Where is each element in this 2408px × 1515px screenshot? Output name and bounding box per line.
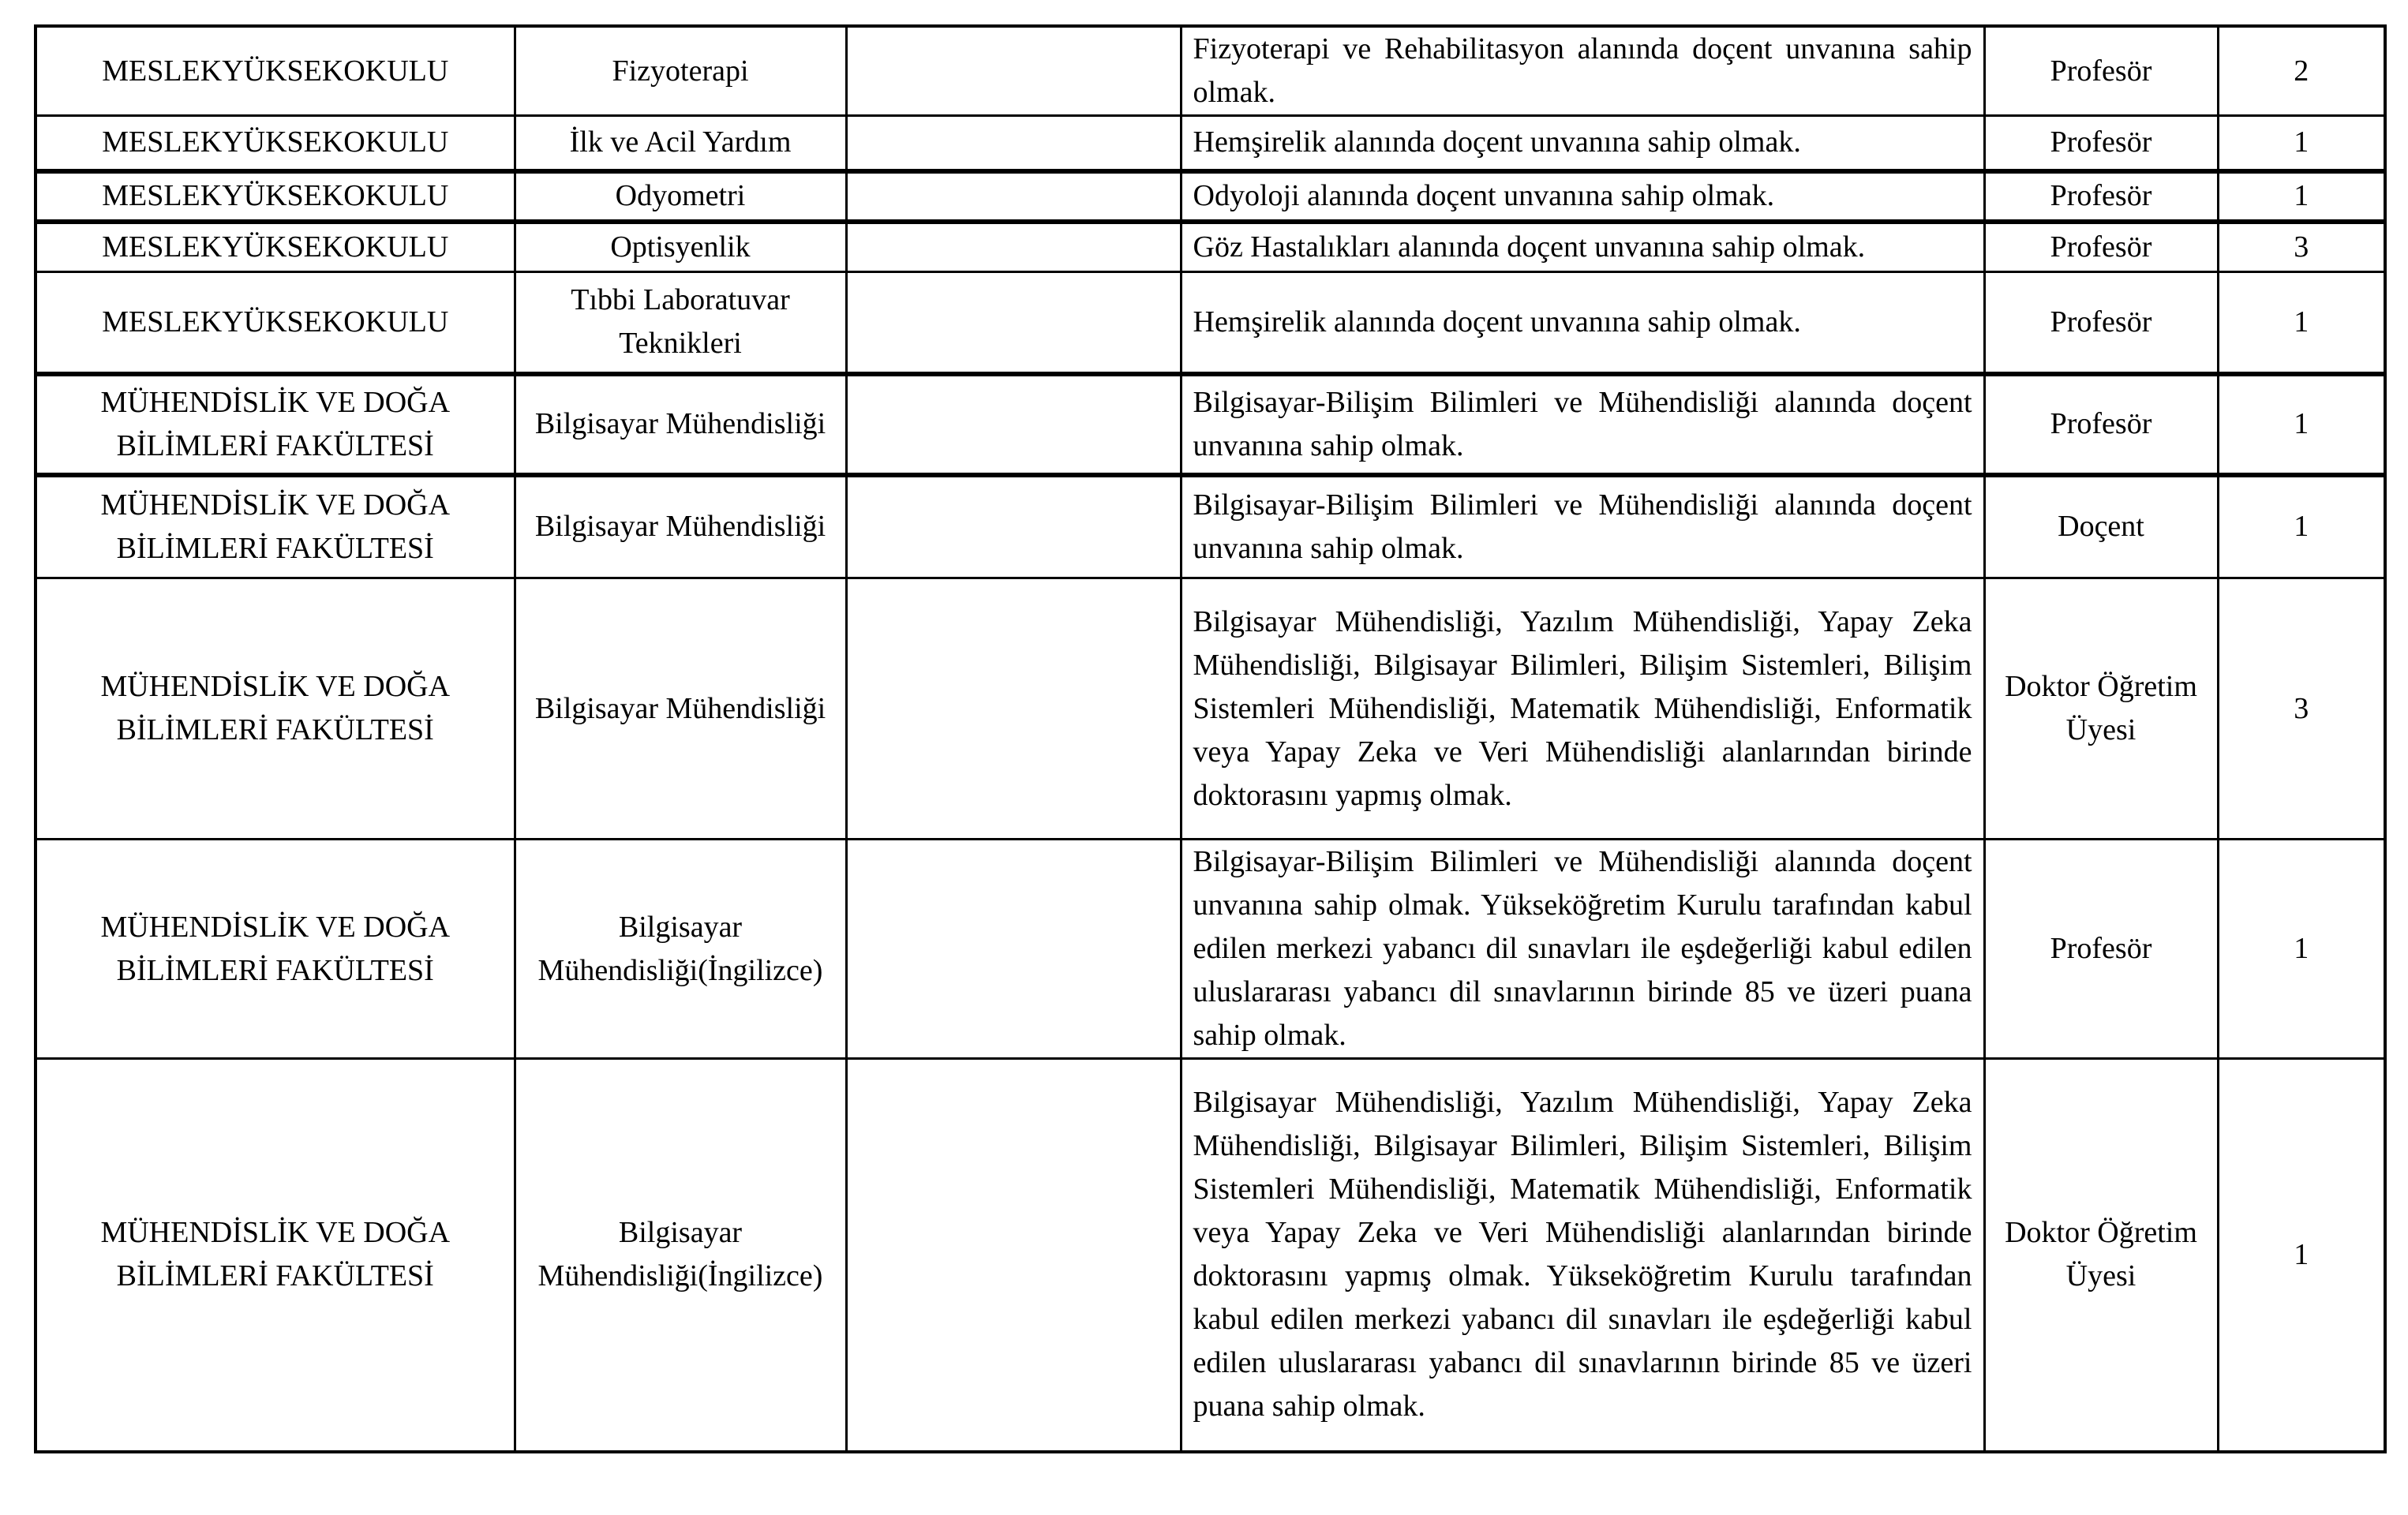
blank-cell bbox=[846, 578, 1181, 840]
blank-cell bbox=[846, 840, 1181, 1059]
title-cell: Profesör bbox=[1984, 222, 2218, 272]
unit-cell: MÜHENDİSLİK VE DOĞA BİLİMLERİ FAKÜLTESİ bbox=[36, 1059, 515, 1452]
count-cell: 1 bbox=[2218, 171, 2385, 222]
unit-cell: MÜHENDİSLİK VE DOĞA BİLİMLERİ FAKÜLTESİ bbox=[36, 578, 515, 840]
department-cell: Bilgisayar Mühendisliği(İngilizce) bbox=[515, 1059, 846, 1452]
title-cell: Doçent bbox=[1984, 475, 2218, 578]
department-cell: Bilgisayar Mühendisliği bbox=[515, 374, 846, 475]
table-row bbox=[36, 475, 2385, 578]
unit-cell: MESLEKYÜKSEKOKULU bbox=[36, 116, 515, 171]
count-cell: 1 bbox=[2218, 840, 2385, 1059]
unit-cell: MÜHENDİSLİK VE DOĞA BİLİMLERİ FAKÜLTESİ bbox=[36, 475, 515, 578]
table-row bbox=[36, 222, 2385, 272]
count-cell: 1 bbox=[2218, 116, 2385, 171]
unit-cell: MESLEKYÜKSEKOKULU bbox=[36, 272, 515, 374]
requirement-cell: Bilgisayar-Bilişim Bilimleri ve Mühendisliği alanında doçent unvanına sahip olmak. bbox=[1181, 374, 1984, 475]
requirement-cell: Göz Hastalıkları alanında doçent unvanına sahip olmak. bbox=[1181, 222, 1984, 272]
table-row bbox=[36, 26, 2385, 116]
requirement-cell: Fizyoterapi ve Rehabilitasyon alanında doçent unvanına sahip olmak. bbox=[1181, 26, 1984, 116]
blank-cell bbox=[846, 272, 1181, 374]
unit-cell: MÜHENDİSLİK VE DOĞA BİLİMLERİ FAKÜLTESİ bbox=[36, 840, 515, 1059]
requirement-cell: Hemşirelik alanında doçent unvanına sahip olmak. bbox=[1181, 116, 1984, 171]
requirement-cell: Bilgisayar Mühendisliği, Yazılım Mühendisliği, Yapay Zeka Mühendisliği, Bilgisayar Bilimleri, Bilişim Sistemleri, Bilişim Sistemleri Mühendisliği, Matematik Mühendisliği, Enformatik veya Yapay Zeka ve Veri Mühendisliği alanlarından birinde doktorasını yapmış olmak. Yükseköğretim Kurulu tarafından kabul edilen merkezi yabancı dil sınavları ile eşdeğerliği kabul edilen uluslararası yabancı dil sınavlarının birinde 85 ve üzeri puana sahip olmak. bbox=[1181, 1059, 1984, 1452]
requirement-cell: Odyoloji alanında doçent unvanına sahip olmak. bbox=[1181, 171, 1984, 222]
blank-cell bbox=[846, 475, 1181, 578]
department-cell: Bilgisayar Mühendisliği bbox=[515, 475, 846, 578]
requirement-cell: Bilgisayar-Bilişim Bilimleri ve Mühendisliği alanında doçent unvanına sahip olmak. bbox=[1181, 475, 1984, 578]
department-cell: Tıbbi Laboratuvar Teknikleri bbox=[515, 272, 846, 374]
blank-cell bbox=[846, 374, 1181, 475]
unit-cell: MESLEKYÜKSEKOKULU bbox=[36, 26, 515, 116]
title-cell: Profesör bbox=[1984, 272, 2218, 374]
table-row bbox=[36, 171, 2385, 222]
department-cell: Bilgisayar Mühendisliği bbox=[515, 578, 846, 840]
unit-cell: MÜHENDİSLİK VE DOĞA BİLİMLERİ FAKÜLTESİ bbox=[36, 374, 515, 475]
title-cell: Profesör bbox=[1984, 116, 2218, 171]
unit-cell: MESLEKYÜKSEKOKULU bbox=[36, 171, 515, 222]
count-cell: 3 bbox=[2218, 222, 2385, 272]
title-cell: Profesör bbox=[1984, 171, 2218, 222]
department-cell: Odyometri bbox=[515, 171, 846, 222]
table-row bbox=[36, 116, 2385, 171]
count-cell: 1 bbox=[2218, 1059, 2385, 1452]
blank-cell bbox=[846, 222, 1181, 272]
title-cell: Profesör bbox=[1984, 840, 2218, 1059]
blank-cell bbox=[846, 1059, 1181, 1452]
table-row bbox=[36, 272, 2385, 374]
title-cell: Doktor Öğretim Üyesi bbox=[1984, 1059, 2218, 1452]
count-cell: 3 bbox=[2218, 578, 2385, 840]
table-body bbox=[36, 26, 2385, 1452]
table-row bbox=[36, 374, 2385, 475]
requirement-cell: Bilgisayar-Bilişim Bilimleri ve Mühendisliği alanında doçent unvanına sahip olmak. Yükseköğretim Kurulu tarafından kabul edilen merkezi yabancı dil sınavları ile eşdeğerliği kabul edilen uluslararası yabancı dil sınavlarının birinde 85 ve üzeri puana sahip olmak. bbox=[1181, 840, 1984, 1059]
faculty-positions-table bbox=[34, 24, 2387, 1453]
title-cell: Profesör bbox=[1984, 374, 2218, 475]
department-cell: Bilgisayar Mühendisliği(İngilizce) bbox=[515, 840, 846, 1059]
table-row bbox=[36, 578, 2385, 840]
requirement-cell: Bilgisayar Mühendisliği, Yazılım Mühendisliği, Yapay Zeka Mühendisliği, Bilgisayar Bilimleri, Bilişim Sistemleri, Bilişim Sistemleri Mühendisliği, Matematik Mühendisliği, Enformatik veya Yapay Zeka ve Veri Mühendisliği alanlarından birinde doktorasını yapmış olmak. bbox=[1181, 578, 1984, 840]
table-row bbox=[36, 1059, 2385, 1452]
unit-cell: MESLEKYÜKSEKOKULU bbox=[36, 222, 515, 272]
blank-cell bbox=[846, 171, 1181, 222]
count-cell: 2 bbox=[2218, 26, 2385, 116]
department-cell: İlk ve Acil Yardım bbox=[515, 116, 846, 171]
title-cell: Doktor Öğretim Üyesi bbox=[1984, 578, 2218, 840]
count-cell: 1 bbox=[2218, 475, 2385, 578]
count-cell: 1 bbox=[2218, 374, 2385, 475]
department-cell: Optisyenlik bbox=[515, 222, 846, 272]
department-cell: Fizyoterapi bbox=[515, 26, 846, 116]
blank-cell bbox=[846, 26, 1181, 116]
blank-cell bbox=[846, 116, 1181, 171]
count-cell: 1 bbox=[2218, 272, 2385, 374]
requirement-cell: Hemşirelik alanında doçent unvanına sahip olmak. bbox=[1181, 272, 1984, 374]
table-row bbox=[36, 840, 2385, 1059]
title-cell: Profesör bbox=[1984, 26, 2218, 116]
